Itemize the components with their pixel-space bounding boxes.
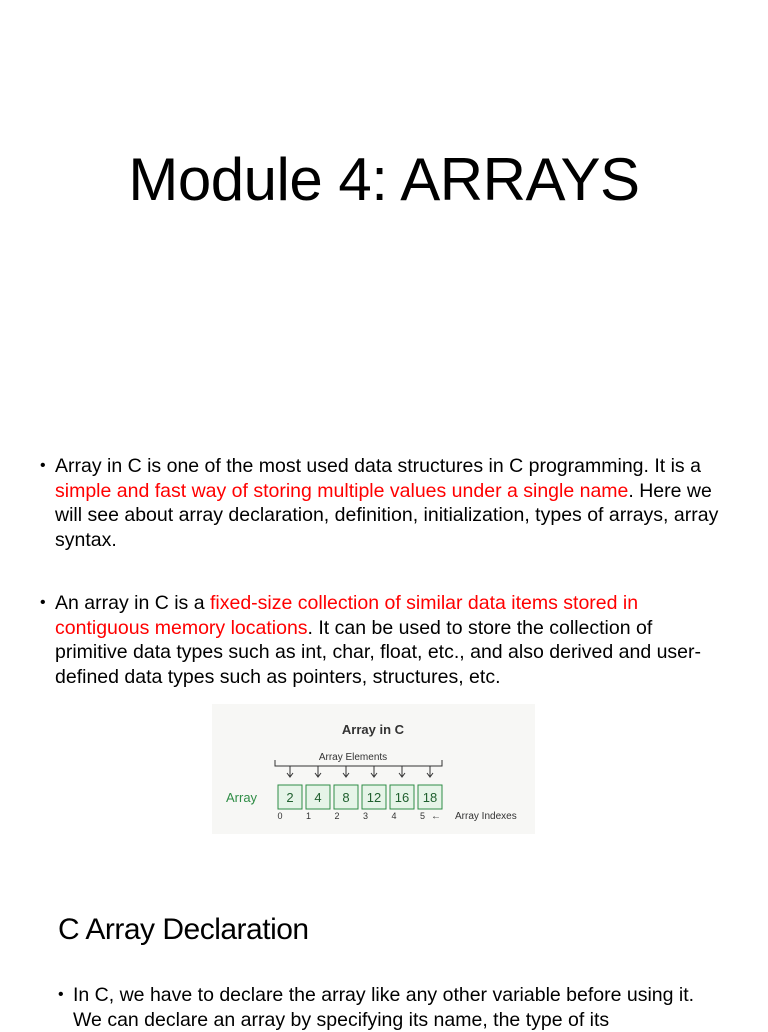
array-index: 3: [362, 811, 369, 821]
array-cell-value: 2: [286, 790, 294, 805]
array-cell-value: 8: [342, 790, 350, 805]
down-arrow-icon: [315, 766, 321, 777]
element-arrows: [287, 766, 433, 777]
text-segment: Array in C is one of the most used data structures in C programming. It is a: [55, 455, 701, 477]
index-arrow-icon: ←: [431, 811, 441, 822]
array-index: 4: [391, 811, 397, 821]
down-arrow-icon: [427, 766, 433, 777]
bullet-declaration: [58, 983, 718, 1032]
array-diagram-svg: [212, 704, 535, 834]
array-cell-value: 18: [422, 790, 438, 805]
array-indexes-label: Array Indexes: [455, 811, 517, 822]
text-segment: . Here we will see about array declaration, definition, initialization, types of arrays, array syntax.: [55, 479, 719, 551]
down-arrow-icon: [287, 766, 293, 777]
text-segment: . It can be used to store the collection of primitive data types such as int, char, float, etc., and also derived and user-defined data types such as pointers, structures, etc.: [55, 616, 702, 688]
array-cell-value: 16: [394, 790, 410, 805]
bullet-array-fixed-size: [40, 591, 720, 689]
highlighted-text: simple and fast way of storing multiple values under a single name: [55, 479, 629, 502]
array-cell-value: 12: [366, 790, 382, 805]
array-index: 0: [277, 811, 283, 821]
bullet-marker: •: [40, 457, 46, 474]
array-index: 1: [305, 811, 312, 821]
bullet-marker: •: [58, 986, 64, 1003]
array-index: 5: [419, 811, 426, 821]
down-arrow-icon: [371, 766, 377, 777]
highlighted-text: fixed-size collection of similar data items stored in contiguous memory locations: [55, 592, 639, 639]
section-heading: C Array Declaration: [58, 913, 309, 946]
diagram-title: Array in C: [341, 722, 405, 737]
bullet-text: In C, we have to declare the array like any other variable before using it. We can declare an array by specifying its name, the type of its: [73, 984, 695, 1031]
bullet-marker: •: [40, 594, 46, 611]
bullet-text: [55, 454, 720, 552]
down-arrow-icon: [399, 766, 405, 777]
array-diagram: [212, 704, 535, 834]
slide-title: Module 4: ARRAYS: [128, 146, 640, 213]
array-index: 2: [334, 811, 340, 821]
bullet-array-definition: [40, 454, 720, 552]
array-cells: [278, 785, 442, 809]
text-segment: An array in C is a: [55, 592, 210, 614]
array-cell-value: 4: [314, 790, 322, 805]
bullet-text: [55, 591, 720, 689]
array-index-labels: [277, 811, 425, 821]
down-arrow-icon: [343, 766, 349, 777]
array-label: Array: [226, 790, 258, 805]
array-elements-label: Array Elements: [318, 752, 388, 763]
